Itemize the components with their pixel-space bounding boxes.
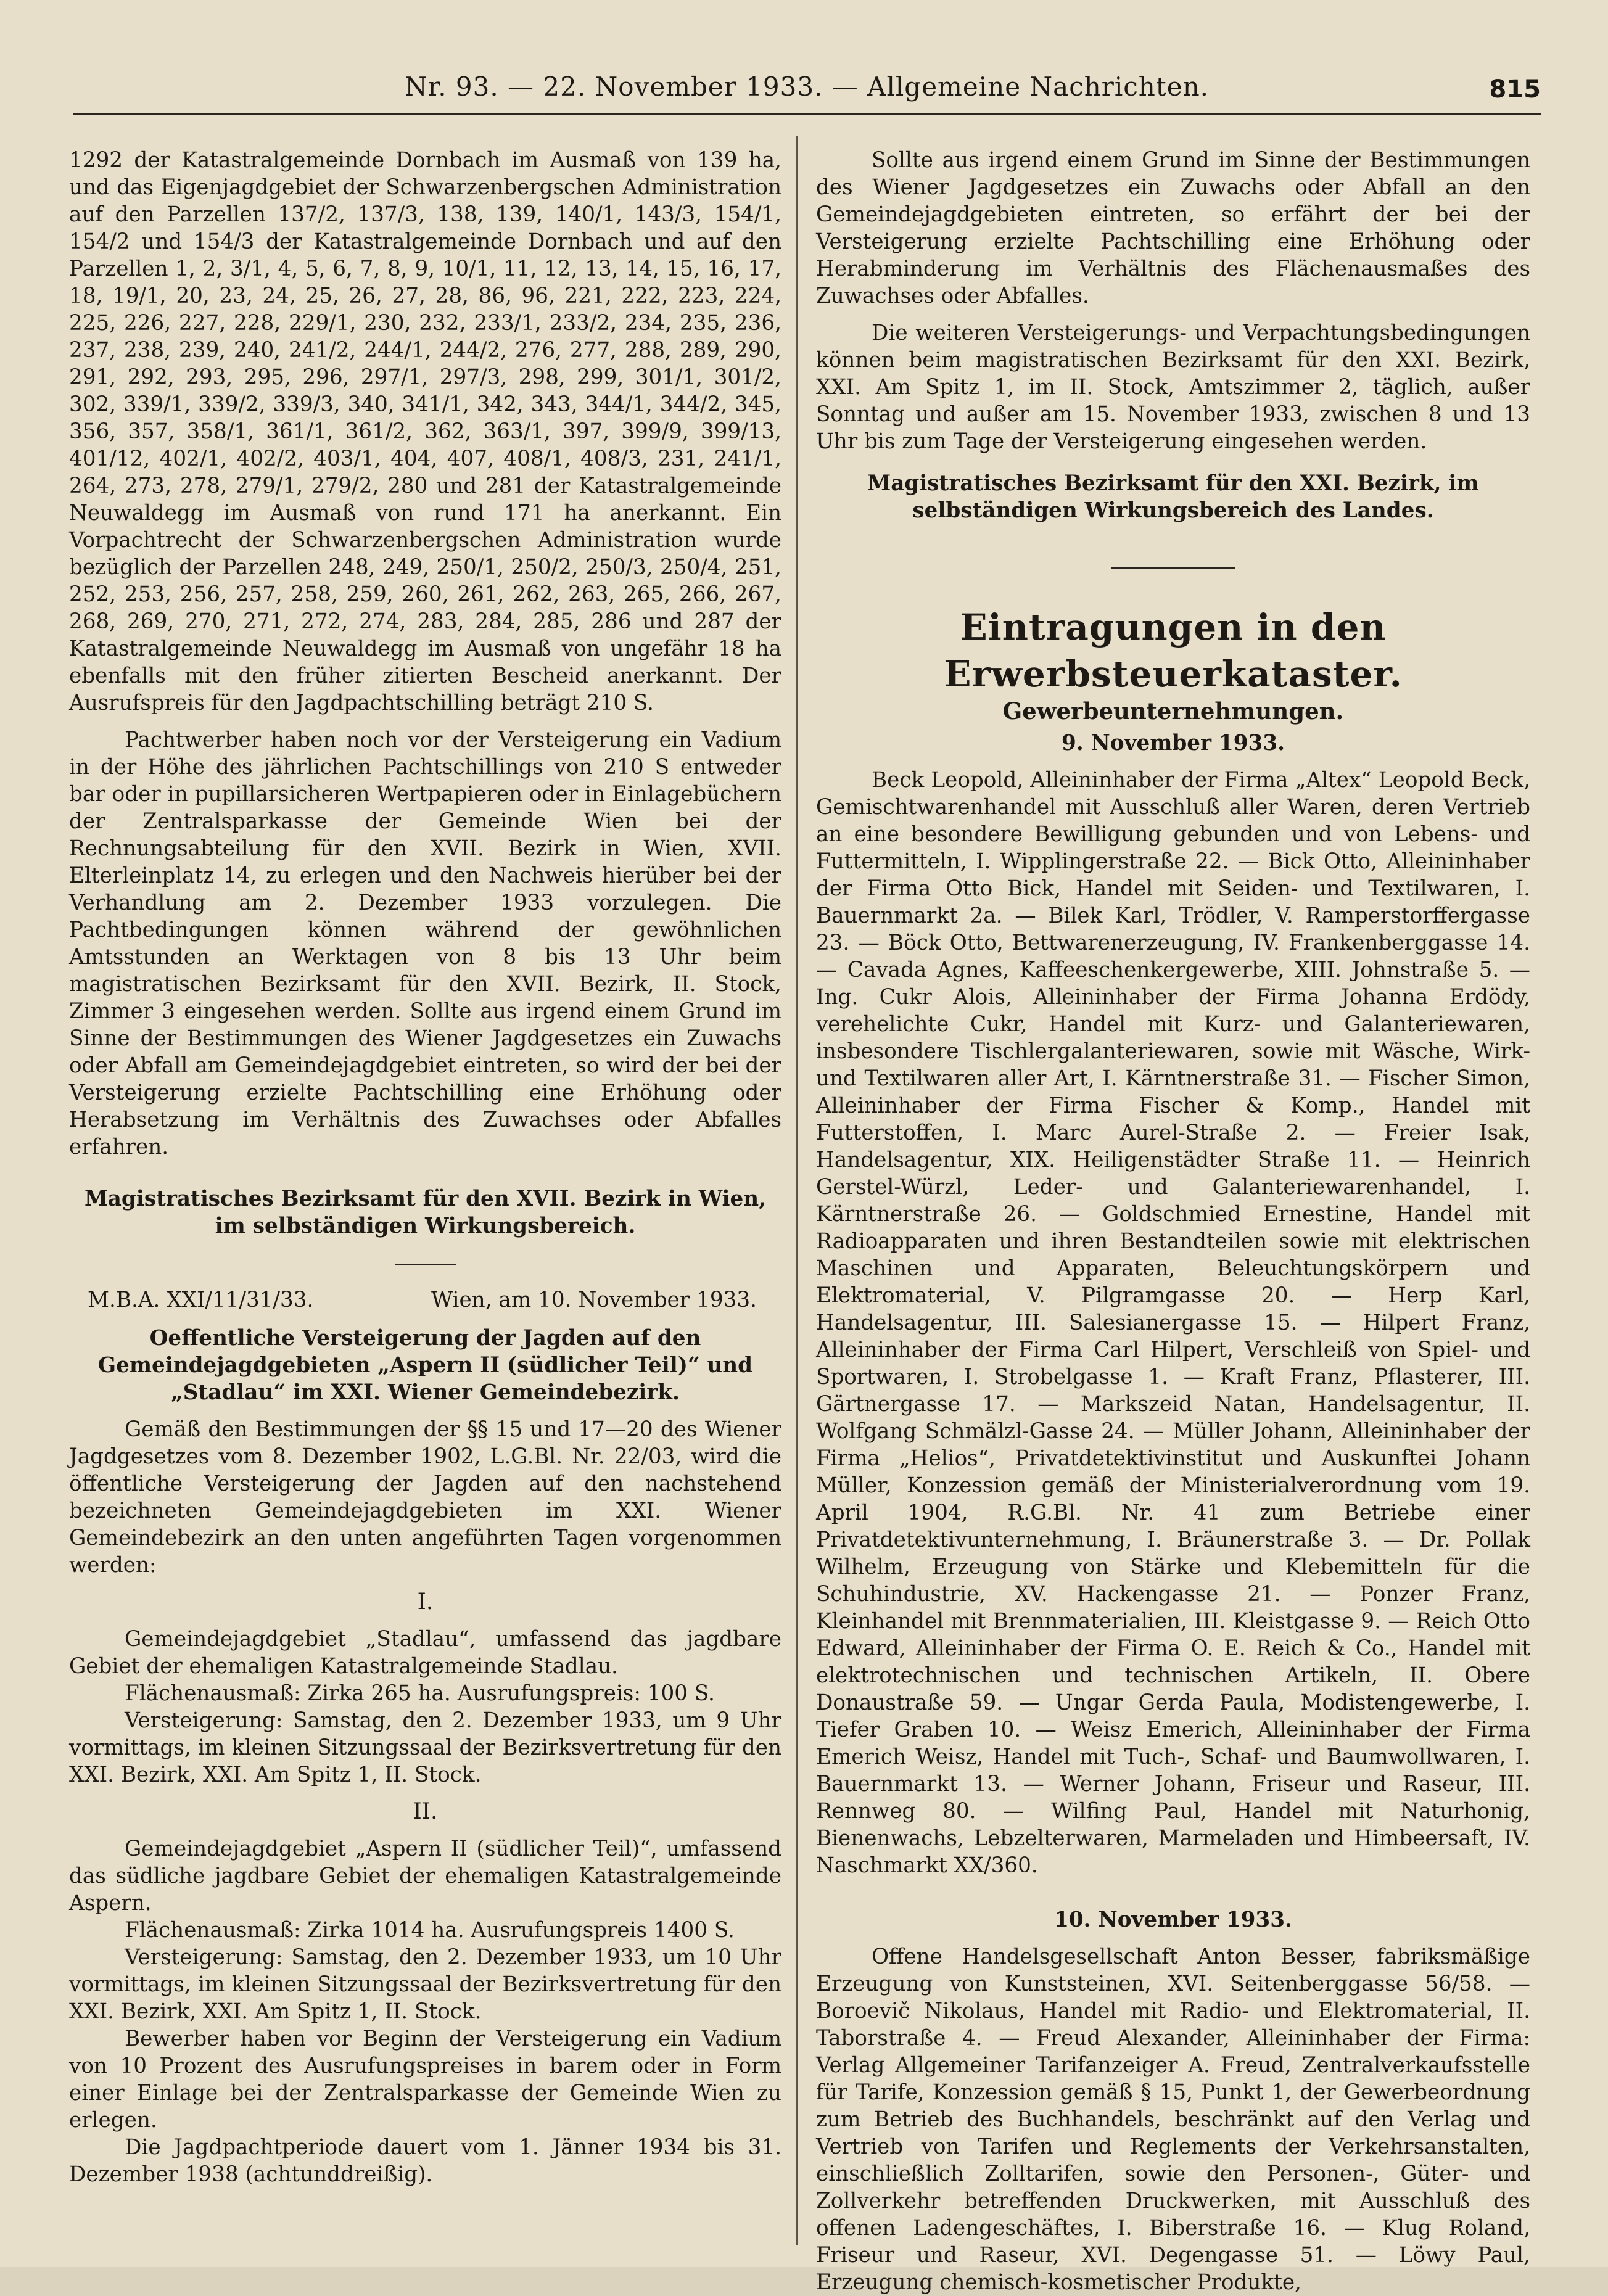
- paragraph: 1292 der Katastralgemeinde Dornbach im Ausmaß von 139 ha, und das Eigenjagdgebiet der Schwarzenbergschen Administration auf den Parzellen 137/2, 137/3, 138, 139, 140/1, 143/3, 154/1, 154/2 und 154/3 der Katastralgemeinde Dornbach und auf den Parzellen 1, 2, 3/1, 4, 5, 6, 7, 8, 9, 10/1, 11, 12, 13, 14, 15, 16, 17, 18, 19/1, 20, 23, 24, 25, 26, 27, 28, 86, 96, 221, 222, 223, 224, 225, 226, 227, 228, 229/1, 230, 232, 233/1, 233/2, 234, 235, 236, 237, 238, 239, 240, 241/2, 244/1, 244/2, 276, 277, 288, 289, 290, 291, 292, 293, 295, 296, 297/1, 297/3, 298, 299, 301/1, 301/2, 302, 339/1, 339/2, 339/3, 340, 341/1, 342, 343, 344/1, 344/2, 345, 356, 357, 358/1, 361/1, 361/2, 362, 363/1, 397, 399/9, 399/13, 401/12, 402/1, 402/2, 403/1, 404, 407, 408/1, 408/3, 231, 241/1, 264, 273, 278, 279/1, 279/2, 280 und 281 der Katastralgemeinde Neuwaldegg im Ausmaß von rund 171 ha anerkannt. Ein Vorpachtrecht der Schwarzenbergschen Administration wurde bezüglich der Parzellen 248, 249, 250/1, 250/2, 250/3, 250/4, 251, 252, 253, 256, 257, 258, 259, 260, 261, 262, 263, 265, 266, 267, 268, 269, 270, 271, 272, 274, 283, 284, 285, 286 und 287 der Katastralgemeinde Neuwaldegg im Ausmaß von ungefähr 18 ha ebenfalls mit den früher zitierten Bescheid anerkannt. Der Ausrufspreis für den Jagdpachtschilling beträgt 210 S.: [69, 148, 781, 715]
- section-title: Eintragungen in den Erwerbsteuerkataster.: [944, 606, 1403, 695]
- column-divider: [796, 136, 798, 2245]
- reference-line: [69, 1286, 781, 1314]
- register-entries: Beck Leopold, Alleininhaber der Firma „Altex“ Leopold Beck, Gemischtwarenhandel mit Ausschluß aller Waren, deren Vertrieb an eine besondere Bewilligung gebunden und von Lebens- und Futtermitteln, I. Wipplingerstraße 22. — Bick Otto, Alleininhaber der Firma Otto Bick, Handel mit Seiden- und Textilwaren, I. Bauernmarkt 2a. — Bilek Karl, Trödler, V. Ramperstorffergasse 23. — Böck Otto, Bettwarenerzeugung, IV. Frankenberggasse 14. — Cavada Agnes, Kaffeeschenkergewerbe, XIII. Johnstraße 5. — Ing. Cukr Alois, Alleininhaber der Firma Johanna Erdödy, verehelichte Cukr, Handel mit Kurz- und Galanteriewaren, insbesondere Tischlergalanteriewaren, sowie mit Wäsche, Wirk- und Textilwaren aller Art, I. Kärntnerstraße 31. — Fischer Simon, Alleininhaber der Firma Fischer & Komp., Handel mit Futterstoffen, I. Marc Aurel-Straße 2. — Freier Isak, Handelsagentur, XIX. Heiligenstädter Straße 11. — Heinrich Gerstel-Würzl, Leder- und Galanteriewarenhandel, I. Kärntnerstraße 26. — Goldschmied Ernestine, Handel mit Radioapparaten und ihren Bestandteilen sowie mit elektrischen Maschinen und Apparaten, Beleuchtungskörpern und Elektromaterial, V. Pilgramgasse 20. — Herp Karl, Handelsagentur, III. Salesianergasse 15. — Hilpert Franz, Alleininhaber der Firma Carl Hilpert, Verschleiß von Spiel- und Sportwaren, I. Strobelgasse 1. — Kraft Franz, Pflasterer, III. Gärtnergasse 17. — Markszeid Natan, Handelsagentur, II. Wolfgang Schmälzl-Gasse 24. — Müller Johann, Alleininhaber der Firma „Helios“, Privatdetektivinstitut und Auskunftei Johann Müller, Konzession gemäß der Ministerialverordnung vom 19. April 1904, R.G.Bl. Nr. 41 zum Betriebe einer Privatdetektivunternehmung, I. Bräunerstraße 3. — Dr. Pollak Wilhelm, Erzeugung von Stärke und Klebemitteln für die Schuhindustrie, XV. Hackengasse 21. — Ponzer Franz, Kleinhandel mit Brennmaterialien, III. Kleistgasse 9. — Reich Otto Edward, Alleininhaber der Firma O. E. Reich & Co., Handel mit elektrotechnischen und technischen Artikeln, II. Obere Donaustraße 59. — Ungar Gerda Paula, Modistengewerbe, I. Tiefer Graben 10. — Weisz Emerich, Alleininhaber der Firma Emerich Weisz, Handel mit Tuch-, Schaf- und Baumwollwaren, I. Bauernmarkt 13. — Werner Johann, Friseur und Raseur, III. Rennweg 80. — Wilfing Paul, Handel mit Naturhonig, Bienenwachs, Lebzelterwaren, Marmeladen und Himbeersaft, IV. Naschmarkt XX/360.: [816, 768, 1530, 1878]
- running-title: Nr. 93. — 22. November 1933. — Allgemeine Nachrichten.: [405, 72, 1209, 102]
- reference-number: M.B.A. XXI/11/31/33.: [88, 1288, 314, 1312]
- divider: [395, 1264, 456, 1265]
- paragraph: Die Jagdpachtperiode dauert vom 1. Jänner 1934 bis 31. Dezember 1938 (achtunddreißig).: [69, 2135, 781, 2187]
- roman-numeral: I.: [417, 1589, 434, 1615]
- register-entries: Offene Handelsgesellschaft Anton Besser, fabriksmäßige Erzeugung von Kunststeinen, XVI. Seitenberggasse 56/58. — Boroevič Nikolaus, Handel mit Radio- und Elektromaterial, II. Taborstraße 4. — Freud Alexander, Alleininhaber der Firma: Verlag Allgemeiner Tarifanzeiger A. Freud, Zentralverkaufsstelle für Tarife, Konzession gemäß § 15, Punkt 1, der Gewerbeordnung zum Betrieb des Buchhandels, beschränkt auf den Verlag und Vertrieb von Tarifen und Reglements der Verkehrsanstalten, einschließlich Zolltarifen, sowie den Personen-, Güter- und Zollverkehr betreffenden Druckwerken, mit Ausschluß des offenen Ladengeschäftes, I. Biberstraße 16. — Klug Roland, Friseur und Raseur, XVI. Degengasse 51. — Löwy Paul, Erzeugung chemisch-kosmetischer Produkte,: [816, 1944, 1530, 2295]
- paragraph: Die weiteren Versteigerungs- und Verpachtungsbedingungen können beim magistratischen Bezirksamt für den XXI. Bezirk, XXI. Am Spitz 1, im II. Stock, Amtszimmer 2, täglich, außer Sonntag und außer am 15. November 1933, zwischen 8 und 13 Uhr bis zum Tage der Versteigerung eingesehen werden.: [816, 321, 1530, 454]
- left-column: [69, 147, 781, 2188]
- page-header: [73, 67, 1541, 116]
- right-column: [816, 147, 1530, 2296]
- date-heading: 9. November 1933.: [1061, 731, 1285, 755]
- signature: Magistratisches Bezirksamt für den XVII. Bezirk in Wien, im selbständigen Wirkungsbereich.: [84, 1187, 767, 1238]
- paragraph: Flächenausmaß: Zirka 1014 ha. Ausrufungspreis 1400 S.: [125, 1918, 735, 1943]
- paragraph: Versteigerung: Samstag, den 2. Dezember 1933, um 10 Uhr vormittags, im kleinen Sitzungssaal der Bezirksvertretung für den XXI. Bezirk, XXI. Am Spitz 1, II. Stock.: [69, 1945, 781, 2024]
- place-date: Wien, am 10. November 1933.: [431, 1288, 757, 1312]
- paragraph: Gemeindejagdgebiet „Aspern II (südlicher Teil)“, umfassend das südliche jagdbare Gebiet der ehemaligen Katastralgemeinde Aspern.: [69, 1837, 781, 1915]
- divider: [1111, 567, 1235, 569]
- paragraph: Flächenausmaß: Zirka 265 ha. Ausrufungspreis: 100 S.: [125, 1681, 715, 1706]
- paragraph: Gemeindejagdgebiet „Stadlau“, umfassend das jagdbare Gebiet der ehemaligen Katastralgemeinde Stadlau.: [69, 1627, 781, 1679]
- paragraph: Gemäß den Bestimmungen der §§ 15 und 17—20 des Wiener Jagdgesetzes vom 8. Dezember 1902, L.G.Bl. Nr. 22/03, wird die öffentliche Versteigerung der Jagden auf den nachstehend bezeichneten Gemeindejagdgebieten im XXI. Wiener Gemeindebezirk an den unten angeführten Tagen vorgenommen werden:: [69, 1417, 781, 1578]
- roman-numeral: II.: [413, 1799, 438, 1824]
- paragraph: Sollte aus irgend einem Grund im Sinne der Bestimmungen des Wiener Jagdgesetzes ein Zuwachs oder Abfall an den Gemeindejagdgebieten eintreten, so erfährt der bei der Versteigerung erzielte Pachtschilling eine Erhöhung oder Herabminderung im Verhältnis des Flächenausmaßes des Zuwachses oder Abfalles.: [816, 148, 1530, 308]
- paragraph: Pachtwerber haben noch vor der Versteigerung ein Vadium in der Höhe des jährlichen Pachtschillings von 210 S entweder bar oder in pupillarsicheren Wertpapieren oder in Einlagebüchern der Zentralsparkasse der Gemeinde Wien bei der Rechnungsabteilung für den XVII. Bezirk in Wien, XVII. Elterleinplatz 14, zu erlegen und den Nachweis hierüber bei der Verhandlung am 2. Dezember 1933 vorzulegen. Die Pachtbedingungen können während der gewöhnlichen Amtsstunden an Werktagen von 8 bis 13 Uhr beim magistratischen Bezirksamt für den XVII. Bezirk, II. Stock, Zimmer 3 eingesehen werden. Sollte aus irgend einem Grund im Sinne der Bestimmungen des Wiener Jagdgesetzes ein Zuwachs oder Abfall am Gemeindejagdgebiet eintreten, so wird der bei der Versteigerung erzielte Pachtschilling eine Erhöhung oder Herabsetzung im Verhältnis des Zuwachses oder Abfalles erfahren.: [69, 728, 781, 1159]
- notice-title: Oeffentliche Versteigerung der Jagden auf den Gemeindejagdgebieten „Aspern II (südlicher Teil)“ und „Stadlau“ im XXI. Wiener Gemeindebezirk.: [97, 1326, 753, 1405]
- signature: Magistratisches Bezirksamt für den XXI. Bezirk, im selbständigen Wirkungsbereich des Landes.: [867, 471, 1479, 523]
- header-rule: [73, 113, 1541, 115]
- page-number: 815: [1489, 75, 1541, 104]
- date-heading: 10. November 1933.: [1054, 1907, 1292, 1932]
- paragraph: Versteigerung: Samstag, den 2. Dezember 1933, um 9 Uhr vormittags, im kleinen Sitzungssaal der Bezirksvertretung für den XXI. Bezirk, XXI. Am Spitz 1, II. Stock.: [69, 1708, 781, 1787]
- paragraph: Bewerber haben vor Beginn der Versteigerung ein Vadium von 10 Prozent des Ausrufungspreises in barem oder in Form einer Einlage bei der Zentralsparkasse der Gemeinde Wien zu erlegen.: [69, 2026, 781, 2133]
- section-subtitle: Gewerbeunternehmungen.: [1002, 697, 1344, 725]
